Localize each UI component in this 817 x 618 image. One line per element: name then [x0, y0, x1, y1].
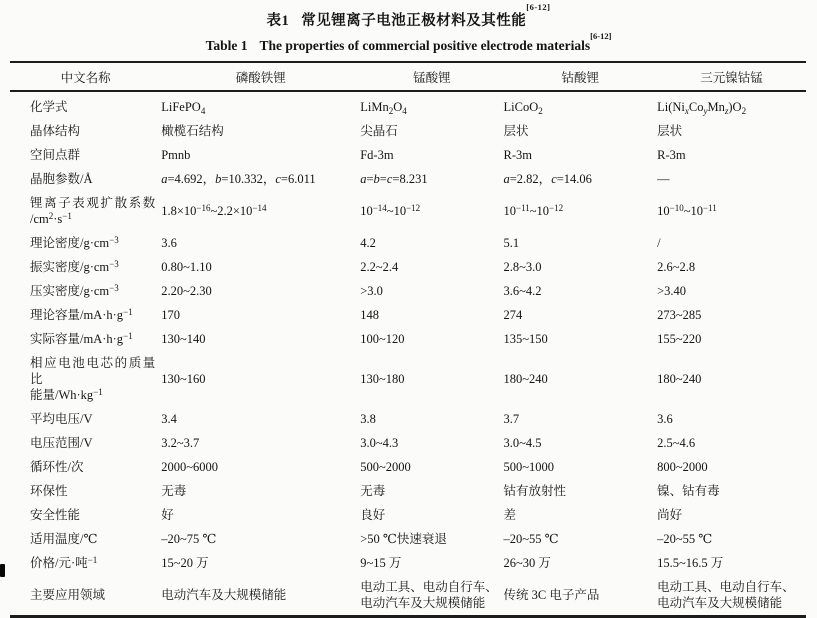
cell-value: 无毒 [161, 484, 187, 498]
row-label: 相应电池电芯的质量比 能量$/Wh\cdot kg^{-1}$ [30, 356, 157, 402]
column-header: 三元镍钴锰 [657, 62, 806, 91]
row-label: 理论容量$/mA\cdot h\cdot g^{-1}$ [30, 306, 133, 322]
table-title-zh-text: 常见锂离子电池正极材料及其性能 [301, 13, 527, 29]
table-container [10, 61, 806, 618]
row-label: 化学式 [30, 100, 68, 114]
cell-value: 钴有放射性 [503, 484, 567, 498]
table-title-zh [0, 0, 817, 30]
cell-value: 2.20~2.30 [161, 284, 212, 298]
cell-value: 274 [503, 308, 523, 322]
row-label: 实际容量$/mA\cdot h\cdot g^{-1}$ [30, 330, 133, 346]
cell-value: $1.8\times 10^{-16}\sim 2.2\times 10^{-14}$ [161, 202, 267, 218]
citation-ref: [6-12] [526, 2, 551, 12]
table-row [10, 527, 806, 551]
row-label: 主要应用领域 [30, 588, 106, 602]
cell-value: 3.6 [657, 412, 673, 426]
cell-value: 148 [360, 308, 379, 322]
cell-value: 130~160 [161, 372, 206, 386]
cell-value: >50 ℃快速衰退 [360, 532, 447, 546]
properties-table [10, 61, 806, 618]
cell-value: 3.6 [161, 236, 177, 250]
cell-value: 500~1000 [503, 460, 555, 474]
cell-value: 电动汽车及大规模储能 [161, 588, 287, 602]
row-label: 压实密度$/g\cdot cm^{-3}$ [30, 282, 119, 298]
cell-value: 差 [503, 508, 517, 522]
cell-value: 15~20 万 [161, 556, 209, 570]
cell-value: a=2.82，c=14.06 [503, 172, 592, 186]
row-label: 锂离子表观扩散系数 $/cm^2\cdot s^{-1}$ [30, 196, 157, 226]
cell-value: 800~2000 [657, 460, 708, 474]
cell-value: 传统 3C 电子产品 [503, 588, 600, 602]
cell-value: 3.7 [503, 412, 520, 426]
row-label: 振实密度$/g\cdot cm^{-3}$ [30, 258, 119, 274]
cell-value: 层状 [503, 124, 529, 138]
table-row [10, 479, 806, 503]
cell-value: 3.0~4.5 [503, 436, 542, 450]
cell-value: 电动工具、电动自行车、电动汽车及大规模储能 [360, 580, 498, 610]
table-row [10, 303, 806, 327]
cell-value: $10^{-10}\sim 10^{-11}$ [657, 202, 717, 218]
row-label: 晶体结构 [30, 124, 81, 138]
cell-value: 层状 [657, 124, 683, 138]
table-row [10, 431, 806, 455]
cell-value: 9~15 万 [360, 556, 402, 570]
table-title-en-number: Table 1 [205, 38, 248, 53]
cell-value: 180~240 [657, 372, 702, 386]
row-label: 晶胞参数/Å [30, 172, 93, 186]
cell-value: 尖晶石 [360, 124, 398, 138]
cell-value: 273~285 [657, 308, 702, 322]
cell-value: –20~55 ℃ [503, 532, 559, 546]
cell-value: 2000~6000 [161, 460, 218, 474]
cell-value: 0.80~1.10 [161, 260, 212, 274]
table-row [10, 119, 806, 143]
table-row [10, 191, 806, 231]
row-label: 环保性 [30, 484, 68, 498]
cell-value: 5.1 [503, 236, 520, 250]
cell-value: a=4.692，b=10.332，c=6.011 [161, 172, 316, 186]
citation-ref: [6-12] [590, 31, 612, 41]
cell-value: >3.40 [657, 284, 687, 298]
cell-value: 130~140 [161, 332, 206, 346]
cell-value: 3.0~4.3 [360, 436, 399, 450]
cell-value: 130~180 [360, 372, 405, 386]
cell-value: R-3m [503, 148, 532, 162]
table-body [10, 91, 806, 617]
table-row [10, 255, 806, 279]
row-label: 空间点群 [30, 148, 81, 162]
cell-value: 2.2~2.4 [360, 260, 399, 274]
table-row [10, 503, 806, 527]
cell-value: 2.6~2.8 [657, 260, 696, 274]
row-label: 适用温度/℃ [30, 532, 98, 546]
column-header: 中文名称 [10, 62, 161, 91]
cell-value: a=b=c=8.231 [360, 172, 428, 186]
cell-value: 100~120 [360, 332, 405, 346]
table-title-zh-number: 表1 [266, 13, 290, 29]
column-header: 钴酸锂 [504, 62, 658, 91]
row-label: 循环性/次 [30, 460, 84, 474]
table-row [10, 91, 806, 119]
cell-value: 180~240 [503, 372, 548, 386]
cell-value: 15.5~16.5 万 [657, 556, 724, 570]
cell-value: Pmnb [161, 148, 191, 162]
cell-value: R-3m [657, 148, 686, 162]
scan-artifact [0, 564, 5, 577]
cell-value: 170 [161, 308, 180, 322]
cell-value: $LiMn_2O_4$ [360, 100, 407, 116]
cell-value: 500~2000 [360, 460, 411, 474]
table-row [10, 551, 806, 575]
row-label: 安全性能 [30, 508, 81, 522]
cell-value: 135~150 [503, 332, 548, 346]
cell-value: $Li(Ni_xCo_yMn_z)O_2$ [657, 100, 747, 116]
row-label: 电压范围/V [30, 436, 93, 450]
table-row [10, 279, 806, 303]
cell-value: 3.6~4.2 [503, 284, 542, 298]
cell-value: –20~75 ℃ [161, 532, 217, 546]
row-label: 理论密度$/g\cdot cm^{-3}$ [30, 234, 119, 250]
table-title-en-text: The properties of commercial positive electrode materials [259, 38, 591, 53]
table-row [10, 407, 806, 431]
cell-value: 良好 [360, 508, 386, 522]
cell-value: / [657, 236, 661, 250]
table-row [10, 143, 806, 167]
cell-value: Fd-3m [360, 148, 394, 162]
table-row [10, 455, 806, 479]
cell-value: $10^{-14}\sim 10^{-12}$ [360, 202, 421, 218]
cell-value: 橄榄石结构 [161, 124, 224, 138]
table-row [10, 327, 806, 351]
table-row [10, 575, 806, 617]
table-row [10, 231, 806, 255]
table-row [10, 167, 806, 191]
cell-value: 3.2~3.7 [161, 436, 200, 450]
cell-value: 电动工具、电动自行车、电动汽车及大规模储能 [657, 580, 795, 610]
cell-value: 155~220 [657, 332, 702, 346]
cell-value: 4.2 [360, 236, 376, 250]
cell-value: 无毒 [360, 484, 386, 498]
cell-value: 3.4 [161, 412, 177, 426]
cell-value: LiCoO$_2$ [503, 100, 543, 116]
cell-value: 好 [161, 508, 174, 522]
table-title-en [0, 31, 817, 54]
cell-value: 2.5~4.6 [657, 436, 696, 450]
cell-value: >3.0 [360, 284, 383, 298]
cell-value: 3.8 [360, 412, 376, 426]
row-label: 平均电压/V [30, 412, 93, 426]
cell-value: LiFePO$_4$ [161, 100, 206, 116]
cell-value: 2.8~3.0 [503, 260, 542, 274]
column-header: 锰酸锂 [360, 62, 503, 91]
cell-value: — [657, 172, 670, 186]
cell-value: 26~30 万 [503, 556, 551, 570]
cell-value: –20~55 ℃ [657, 532, 713, 546]
column-header: 磷酸铁锂 [161, 62, 360, 91]
table-header-row [10, 62, 806, 91]
table-row [10, 351, 806, 407]
cell-value: 镍、钴有毒 [657, 484, 720, 498]
cell-value: $10^{-11}\sim 10^{-12}$ [503, 202, 564, 218]
row-label: 价格/元·吨$^{-1}$ [30, 554, 98, 570]
cell-value: 尚好 [657, 508, 683, 522]
